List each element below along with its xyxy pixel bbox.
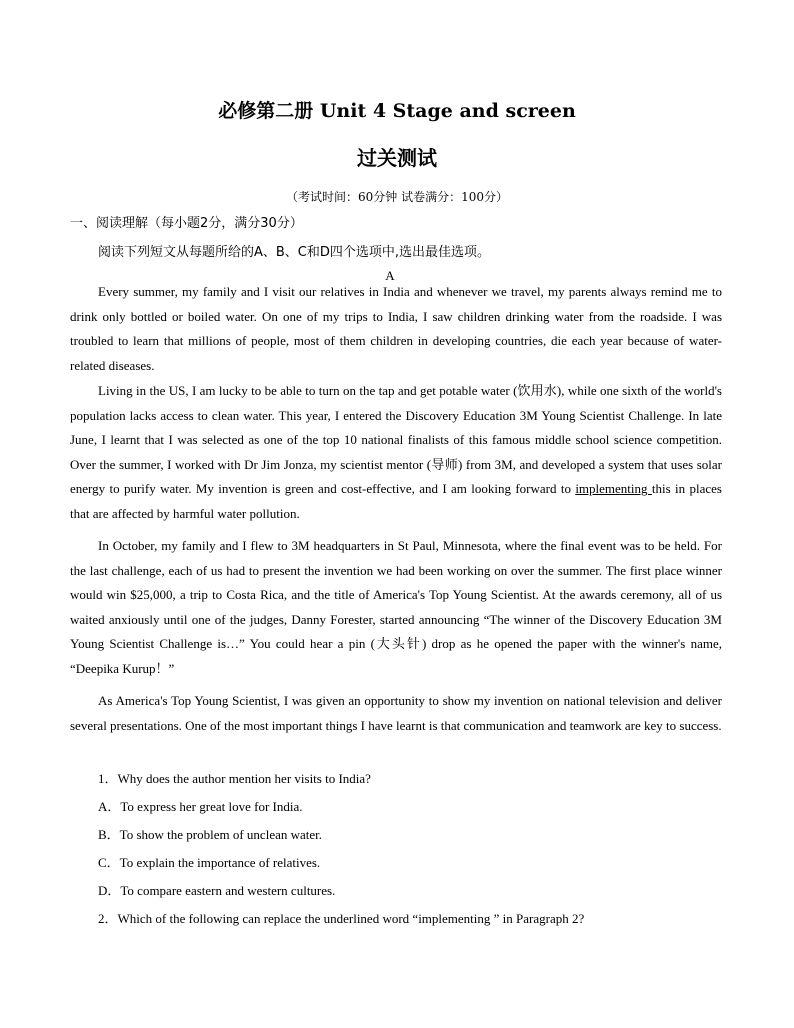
page-subtitle: 过关测试 [357, 146, 437, 170]
question-1: 1．Why does the author mention her visits to India? [98, 771, 371, 786]
exam-info: （考试时间：60分钟 试卷满分：100分） [286, 190, 508, 204]
passage-label: A [385, 268, 395, 283]
question-1-option-a: A．To express her great love for India. [98, 799, 303, 814]
underlined-word: implementing [575, 481, 652, 497]
passage-paragraph-3: In October, my family and I flew to 3M headquarters in St Paul, Minnesota, where the final event was to be held. For the last challenge, each of us had to present the invention we had been working on over the summer. The first place winner would win $25,000, a trip to Costa Rica, and the title of America's Top Young Scientist. At the awards ceremony, all of us waited anxiously until one of the judges, Danny Forester, started announcing “The winner of the Discovery Education 3M Young Scientist Challenge is…” You could hear a pin (大头针) drop as he opened the paper with the winner's name, “Deepika Kurup！” [70, 538, 722, 676]
question-2: 2．Which of the following can replace the underlined word “implementing ” in Paragraph 2? [98, 911, 585, 926]
section-heading: 一、阅读理解（每小题2分，满分30分） [70, 216, 303, 231]
passage-paragraph-2 [70, 379, 722, 527]
passage-paragraph-4: As America's Top Young Scientist, I was given an opportunity to show my invention on national television and deliver several presentations. One of the most important things I have learnt is that communication and teamwork are key to success. [70, 693, 722, 733]
question-1-option-b: B．To show the problem of unclean water. [98, 827, 323, 842]
paragraph-2-text-end: this in places that are affected by harmful water pollution. [70, 481, 722, 521]
question-1-option-c: C．To explain the importance of relatives. [98, 855, 321, 870]
question-1-option-d: D．To compare eastern and western cultures. [98, 883, 336, 898]
page-title: 必修第二册 Unit 4 Stage and screen [218, 100, 576, 122]
paragraph-2-text-start: Living in the US, I am lucky to be able to turn on the tap and get potable water (饮用水), while one sixth of the world's population lacks access to clean water. This year, I entered the Discovery Education 3M Young Scientist Challenge. In late June, I learnt that I was selected as one of the top 10 national finalists of this famous middle school science competition. Over the summer, I worked with Dr Jim Jonza, my scientist mentor (导师) from 3M, and developed a system that uses solar energy to purify water. My invention is green and cost-effective, and I am looking forward to [70, 383, 722, 497]
section-instruction: 阅读下列短文从每题所给的A、B、C和D四个选项中,选出最佳选项。 [98, 245, 491, 260]
passage-paragraph-1: Every summer, my family and I visit our relatives in India and whenever we travel, my parents always remind me to drink only bottled or boiled water. On one of my trips to India, I saw children drinking water from the roadside. I was troubled to learn that millions of people, most of them children in developing countries, die each year because of water-related diseases. [70, 284, 722, 373]
